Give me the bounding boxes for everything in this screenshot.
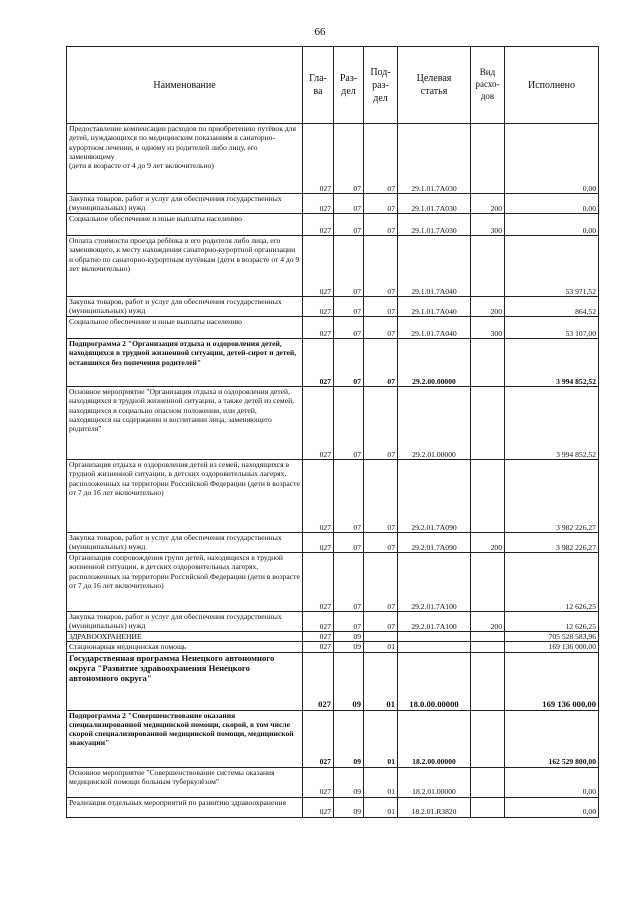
row-section: 07	[334, 124, 364, 194]
row-executed-amount: 169 136 000,00	[505, 652, 599, 710]
header-name: Наименование	[67, 47, 303, 124]
row-chapter: 027	[303, 797, 334, 817]
row-subsection: 07	[364, 124, 398, 194]
row-expense-kind	[471, 124, 505, 194]
header-subsection: Под- раз- дел	[364, 47, 398, 124]
row-chapter: 027	[303, 710, 334, 767]
row-target-article: 29.2.01.7А100	[398, 612, 471, 632]
row-target-article: 18.0.00.00000	[398, 652, 471, 710]
row-section: 09	[334, 652, 364, 710]
table-row	[67, 652, 599, 710]
row-subsection: 07	[364, 236, 398, 297]
row-section: 07	[334, 317, 364, 339]
row-name: Подпрограмма 2 "Совершенствование оказания специализированной медицинской помощи, скорой, в том числе скорой специализированной медицинской помощи, медицинской эвакуации"	[67, 710, 303, 767]
row-name: Предоставление компенсации расходов по приобретению путёвок для детей, нуждающихся по медицинским показаниям в санаторно-курортном лечении, и одному из родителей либо лицу, его заменяющему (дети в возрасте от 4 до 9 лет включительно)	[67, 124, 303, 194]
row-expense-kind	[471, 710, 505, 767]
row-target-article: 29.2.01.7А090	[398, 533, 471, 553]
row-subsection: 07	[364, 339, 398, 387]
row-chapter: 027	[303, 767, 334, 797]
row-executed-amount: 0,00	[505, 214, 599, 236]
row-target-article: 29.2.01.00000	[398, 387, 471, 460]
table-row	[67, 317, 599, 339]
row-chapter: 027	[303, 214, 334, 236]
row-name: Закупка товаров, работ и услуг для обеспечения государственных (муниципальных) нужд	[67, 297, 303, 317]
row-name: Организация отдыха и оздоровления детей из семей, находящихся в трудной жизненной ситуации, в детских оздоровительных лагерях, расположенных на территории Российской Федерации (дети в возрасте от 7 до 16 лет включительно)	[67, 460, 303, 533]
row-name: ЗДРАВООХРАНЕНИЕ	[67, 632, 303, 642]
table-header-row	[67, 47, 599, 124]
row-chapter: 027	[303, 553, 334, 612]
row-section: 07	[334, 214, 364, 236]
row-target-article: 18.2.01.R3820	[398, 797, 471, 817]
row-chapter: 027	[303, 652, 334, 710]
row-expense-kind: 200	[471, 612, 505, 632]
row-subsection: 07	[364, 612, 398, 632]
row-subsection: 07	[364, 460, 398, 533]
row-expense-kind	[471, 797, 505, 817]
row-executed-amount: 0,00	[505, 797, 599, 817]
row-target-article: 29.1.01.7А030	[398, 214, 471, 236]
row-executed-amount: 53 107,00	[505, 317, 599, 339]
table-row	[67, 553, 599, 612]
row-chapter: 027	[303, 194, 334, 214]
row-section: 07	[334, 236, 364, 297]
header-section: Раз- дел	[334, 47, 364, 124]
row-name: Основное мероприятие "Организация отдыха и оздоровления детей, находящихся в трудной жизненной ситуации, а также детей из семей, находящихся в социально опасном положении, или детей, находящихся на содержании и воспитании лица, заменяющего родителя"	[67, 387, 303, 460]
row-name: Государственная программа Ненецкого автономного округа "Развитие здравоохранения Ненецкого автономного округа"	[67, 652, 303, 710]
row-executed-amount: 3 994 852,52	[505, 387, 599, 460]
table-row	[67, 797, 599, 817]
row-section: 07	[334, 553, 364, 612]
row-subsection: 07	[364, 387, 398, 460]
row-subsection: 07	[364, 194, 398, 214]
row-executed-amount: 0,00	[505, 767, 599, 797]
row-target-article: 29.1.01.7А040	[398, 317, 471, 339]
row-name: Социальное обеспечение и иные выплаты населению	[67, 214, 303, 236]
row-executed-amount: 3 982 226,27	[505, 533, 599, 553]
row-name: Закупка товаров, работ и услуг для обеспечения государственных (муниципальных) нужд	[67, 194, 303, 214]
row-expense-kind: 200	[471, 194, 505, 214]
table-row	[67, 194, 599, 214]
row-chapter: 027	[303, 632, 334, 642]
row-expense-kind	[471, 236, 505, 297]
row-chapter: 027	[303, 236, 334, 297]
row-subsection: 07	[364, 214, 398, 236]
row-executed-amount: 12 626,25	[505, 612, 599, 632]
row-name: Подпрограмма 2 "Организация отдыха и оздоровления детей, находящихся в трудной жизненной ситуации, детей-сирот и детей, оставшихся без попечения родителей"	[67, 339, 303, 387]
row-section: 07	[334, 387, 364, 460]
row-target-article: 29.2.01.7А100	[398, 553, 471, 612]
row-chapter: 027	[303, 612, 334, 632]
row-section: 07	[334, 339, 364, 387]
row-chapter: 027	[303, 533, 334, 553]
row-subsection: 07	[364, 553, 398, 612]
table-row	[67, 710, 599, 767]
row-expense-kind	[471, 632, 505, 642]
row-expense-kind: 300	[471, 317, 505, 339]
row-chapter: 027	[303, 642, 334, 652]
row-executed-amount: 3 982 226,27	[505, 460, 599, 533]
table-row	[67, 124, 599, 194]
row-name: Основное мероприятие "Совершенствование системы оказания медицинской помощи больным туберкулёзом"	[67, 767, 303, 797]
row-name: Реализация отдельных мероприятий по развитию здравоохранения	[67, 797, 303, 817]
row-chapter: 027	[303, 297, 334, 317]
row-executed-amount: 705 528 583,96	[505, 632, 599, 642]
row-expense-kind: 200	[471, 533, 505, 553]
row-subsection: 01	[364, 710, 398, 767]
row-chapter: 027	[303, 339, 334, 387]
row-target-article: 29.1.01.7А040	[398, 297, 471, 317]
row-expense-kind	[471, 553, 505, 612]
row-name: Закупка товаров, работ и услуг для обеспечения государственных (муниципальных) нужд	[67, 612, 303, 632]
row-section: 09	[334, 767, 364, 797]
row-target-article	[398, 642, 471, 652]
row-chapter: 027	[303, 387, 334, 460]
row-target-article: 29.2.01.7А090	[398, 460, 471, 533]
row-name: Организация сопровождения групп детей, находящихся в трудной жизненной ситуации, в детских оздоровительных лагерях, расположенных на территории Российской Федерации (дети в возрасте от 7 до 16 лет включительно)	[67, 553, 303, 612]
table-row	[67, 339, 599, 387]
table-row	[67, 297, 599, 317]
row-expense-kind	[471, 460, 505, 533]
row-subsection: 07	[364, 317, 398, 339]
row-executed-amount: 3 994 852,52	[505, 339, 599, 387]
row-name: Социальное обеспечение и иные выплаты населению	[67, 317, 303, 339]
row-section: 09	[334, 642, 364, 652]
row-section: 07	[334, 297, 364, 317]
table-row	[67, 387, 599, 460]
row-executed-amount: 0,00	[505, 194, 599, 214]
row-expense-kind	[471, 387, 505, 460]
table-row	[67, 632, 599, 642]
table-row	[67, 236, 599, 297]
table-row	[67, 642, 599, 652]
row-section: 07	[334, 612, 364, 632]
row-subsection: 07	[364, 533, 398, 553]
table-body	[67, 124, 599, 818]
table-row	[67, 533, 599, 553]
row-target-article	[398, 632, 471, 642]
header-executed: Исполнено	[505, 47, 599, 124]
row-subsection: 01	[364, 767, 398, 797]
budget-table	[66, 46, 599, 818]
row-expense-kind: 300	[471, 214, 505, 236]
row-subsection: 07	[364, 297, 398, 317]
row-chapter: 027	[303, 317, 334, 339]
row-target-article: 18.2.01.00000	[398, 767, 471, 797]
row-executed-amount: 53 971,52	[505, 236, 599, 297]
header-kind: Вид расхо- дов	[471, 47, 505, 124]
row-expense-kind	[471, 339, 505, 387]
header-target: Целевая статья	[398, 47, 471, 124]
row-target-article: 29.1.01.7А040	[398, 236, 471, 297]
row-expense-kind: 200	[471, 297, 505, 317]
row-expense-kind	[471, 767, 505, 797]
table-row	[67, 460, 599, 533]
row-target-article: 29.2.00.00000	[398, 339, 471, 387]
row-executed-amount: 162 529 800,00	[505, 710, 599, 767]
row-section: 07	[334, 533, 364, 553]
row-section: 09	[334, 710, 364, 767]
row-section: 07	[334, 194, 364, 214]
row-target-article: 18.2.00.00000	[398, 710, 471, 767]
row-target-article: 29.1.01.7А030	[398, 124, 471, 194]
row-subsection: 01	[364, 797, 398, 817]
page-number: 66	[314, 26, 326, 38]
row-name: Закупка товаров, работ и услуг для обеспечения государственных (муниципальных) нужд	[67, 533, 303, 553]
row-name: Стационарная медицинская помощь	[67, 642, 303, 652]
row-executed-amount: 864,52	[505, 297, 599, 317]
row-chapter: 027	[303, 124, 334, 194]
row-executed-amount: 0,00	[505, 124, 599, 194]
row-executed-amount: 169 136 000,00	[505, 642, 599, 652]
row-name: Оплата стоимости проезда ребёнка и его родителя либо лица, его заменяющего, к месту нахождения санаторно-курортной организации и обратно по санаторно-курортным путёвкам (дети в возрасте от 4 до 9 лет включительно)	[67, 236, 303, 297]
row-subsection: 01	[364, 652, 398, 710]
row-expense-kind	[471, 652, 505, 710]
row-expense-kind	[471, 642, 505, 652]
row-subsection: 01	[364, 642, 398, 652]
row-chapter: 027	[303, 460, 334, 533]
table-row	[67, 767, 599, 797]
row-executed-amount: 12 626,25	[505, 553, 599, 612]
header-chapter: Гла- ва	[303, 47, 334, 124]
row-target-article: 29.1.01.7А030	[398, 194, 471, 214]
table-row	[67, 612, 599, 632]
row-subsection	[364, 632, 398, 642]
row-section: 07	[334, 460, 364, 533]
row-section: 09	[334, 632, 364, 642]
table-row	[67, 214, 599, 236]
row-section: 09	[334, 797, 364, 817]
